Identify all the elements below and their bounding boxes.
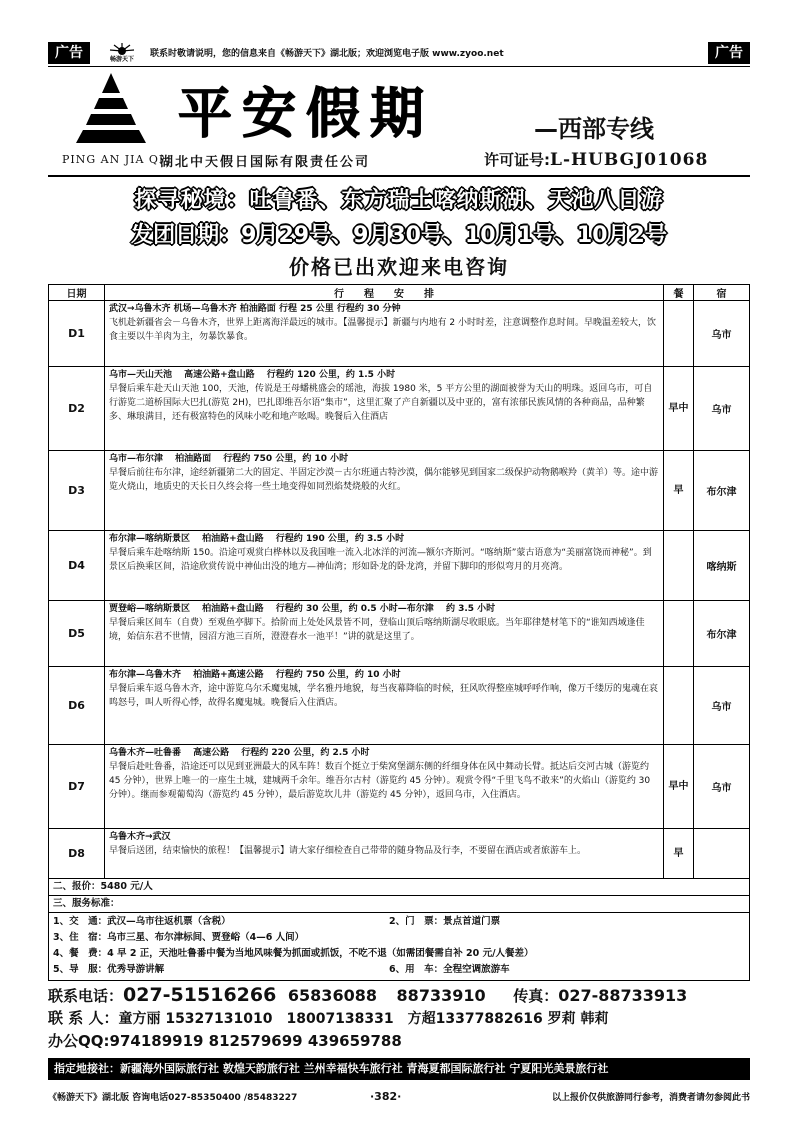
- brand-pinyin: PING AN JIA QI: [62, 153, 165, 166]
- row-route: 布尔津—乌鲁木齐 柏油路+高速公路 行程约 750 公里，约 10 小时: [109, 670, 401, 680]
- row-stay: [694, 829, 750, 879]
- row-route: 乌市—布尔津 柏油路面 行程约 750 公里，约 10 小时: [109, 454, 349, 464]
- brand-header: [48, 67, 750, 177]
- footer-left: 《畅游天下》湖北版 咨询电话027-85350400 /85483227: [48, 1093, 298, 1103]
- table-row: [49, 451, 750, 531]
- service-meals: 4、餐 费：4 早 2 正，天池吐鲁番中餐为当地风味餐为抓面或抓饭，不吃不退（如需团餐需自补 20 元/人餐差）: [53, 948, 534, 959]
- row-route: 乌市—天山天池 高速公路+盘山路 行程约 120 公里，约 1.5 小时: [109, 370, 396, 380]
- table-row: [49, 367, 750, 451]
- publication-logo-text: 畅游天下: [109, 56, 135, 63]
- ad-tag-right: 广告: [708, 42, 750, 64]
- table-row: [49, 667, 750, 745]
- company-name: 湖北中天假日国际有限责任公司: [160, 155, 371, 170]
- price-note: 价格已出欢迎来电咨询: [289, 255, 509, 279]
- row-schedule: [105, 667, 664, 745]
- partner-agencies-bar: 指定地接社：新疆海外国际旅行社 敦煌天韵旅行社 兰州幸福快车旅行社 青海夏都国际旅行社 宁夏阳光美景旅行社: [48, 1058, 750, 1080]
- reader-notice: 联系时敬请说明，您的信息来自《畅游天下》湖北版；欢迎浏览电子版 www.zyoo.net: [150, 49, 504, 59]
- row-stay: 乌市: [694, 367, 750, 451]
- services-row: [53, 914, 745, 930]
- ad-tag-left: 广告: [48, 42, 90, 64]
- license: [484, 149, 708, 170]
- row-schedule: [105, 531, 664, 601]
- row-route: 乌鲁木齐→武汉: [109, 832, 171, 842]
- row-day: D6: [49, 667, 105, 745]
- departure-dates: 发团日期：9月29号、9月30号、10月1号、10月2号: [131, 223, 667, 248]
- row-schedule: [105, 745, 664, 829]
- phone-3: 88733910: [396, 986, 486, 1005]
- row-stay: 乌市: [694, 301, 750, 367]
- row-meal: [664, 531, 694, 601]
- service-guide: 5、导 服：优秀导游讲解: [53, 964, 165, 975]
- row-meal: [664, 301, 694, 367]
- row-route: 乌鲁木齐—吐鲁番 高速公路 行程约 220 公里，约 2.5 小时: [109, 748, 370, 758]
- phone-2: 65836088: [287, 986, 377, 1005]
- row-route: 武汉→乌鲁木齐 机场—乌鲁木齐 柏油路面 行程 25 公里 行程约 30 分钟: [109, 304, 401, 314]
- table-row: [49, 601, 750, 667]
- row-route: 布尔津—喀纳斯景区 柏油路+盘山路 行程约 190 公里，约 3.5 小时: [109, 534, 405, 544]
- phone-main: 027-51516266: [123, 984, 277, 1006]
- services-list: [49, 913, 749, 980]
- row-description: 飞机赴新疆省会－乌鲁木齐，世界上距离海洋最远的城市。【温馨提示】新疆与内地有 2 小时时差，注意调整作息时间。早晚温差较大，饮食主要以牛羊肉为主，勿暴饮暴食。: [109, 318, 656, 342]
- price-and-services: [48, 879, 750, 981]
- license-label: 许可证号:: [484, 151, 550, 169]
- service-tickets: 2、门 票：景点首道门票: [389, 916, 501, 927]
- qq-line: [48, 1030, 750, 1052]
- header-stay: 宿: [694, 285, 750, 301]
- row-description: 早餐后前往布尔津，途经新疆第二大的固定、半固定沙漠－古尔班通古特沙漠，偶尔能够见到国家二级保护动物鹅喉羚（黄羊）等。途中游览火烧山，地质史的天长日久终会将一些土地变得如同烈焰焚烧般的火红。: [109, 468, 659, 492]
- table-row: [49, 745, 750, 829]
- price-line: 二、报价：5480 元/人: [49, 879, 749, 896]
- footer-disclaimer: 以上报价仅供旅游同行参考，消费者请勿参阅此书: [551, 1093, 750, 1103]
- row-day: D1: [49, 301, 105, 367]
- phone-line: [48, 985, 750, 1007]
- row-meal: 早: [664, 451, 694, 531]
- row-schedule: [105, 367, 664, 451]
- row-meal: 早中: [664, 367, 694, 451]
- row-day: D8: [49, 829, 105, 879]
- service-lodging: 3、住 宿：乌市三星、布尔津标间、贾登峪（4—6 人间）: [53, 932, 305, 943]
- page-footer: [48, 1090, 750, 1104]
- row-description: 早餐后赴吐鲁番，沿途还可以见到亚洲最大的风车阵！数百个挺立于柴窝堡湖东侧的纤细身体在风中舞动长臂。抵达后交河古城（游览约 45 分钟），世界上唯一的一座生土城，建城两千余年。维吾尔古村（游览约 45 分钟）。观赏令得“千里飞鸟不敢来”的火焰山（游览约 30 分钟）。继而参观葡萄沟（游览约 45 分钟），最后游览坎儿井（游览约 45 分钟），返回乌市，入住酒店。: [109, 762, 651, 800]
- fax-label: 传真：: [513, 987, 559, 1005]
- pyramid-logo-icon: [70, 71, 152, 147]
- tour-headline: 探寻秘境：吐鲁番、东方瑞士喀纳斯湖、天池八日游: [134, 188, 664, 213]
- row-stay: 乌市: [694, 667, 750, 745]
- row-stay: 乌市: [694, 745, 750, 829]
- header-meal: 餐: [664, 285, 694, 301]
- row-day: D3: [49, 451, 105, 531]
- table-row: [49, 301, 750, 367]
- contact-block: [48, 985, 750, 1052]
- row-meal: [664, 601, 694, 667]
- row-schedule: [105, 601, 664, 667]
- fax-number: 027-88733913: [558, 986, 688, 1005]
- row-stay: 布尔津: [694, 451, 750, 531]
- services-row: [53, 930, 745, 946]
- license-number: L-HUBGJ01068: [550, 150, 709, 170]
- row-day: D7: [49, 745, 105, 829]
- service-traffic: 1、交 通：武汉—乌市往返机票（含税）: [53, 916, 231, 927]
- row-description: 早餐后送团，结束愉快的旅程！【温馨提示】请大家仔细检查自己带带的随身物品及行李，不要留在酒店或者旅游车上。: [109, 846, 587, 856]
- page-number: ·382·: [370, 1090, 402, 1103]
- page: [48, 40, 750, 1115]
- brand-subtitle: —西部专线: [534, 115, 654, 143]
- table-row: [49, 531, 750, 601]
- row-description: 早餐后乘车赴喀纳斯 150。沿途可观赏白桦林以及我国唯一流入北冰洋的河流—额尔齐斯河。“喀纳斯”蒙古语意为“美丽富饶而神秘”。到景区后换乘区间，沿途欣赏传说中神仙出没的地方—神仙湾；形如卧龙的卧龙湾，并留下脚印的形似弯月的月亮湾。: [109, 548, 652, 572]
- row-schedule: [105, 301, 664, 367]
- row-description: 早餐后乘车返乌鲁木齐，途中游览乌尔禾魔鬼城，学名雅丹地貌，每当夜幕降临的时候，狂风吹得整座城呼呼作响，像万千缕厉的鬼魂在哀鸣怒号，叫人听得心悸，故得名魔鬼城。晚餐后入住酒店。: [109, 684, 659, 708]
- row-day: D5: [49, 601, 105, 667]
- itinerary-table: [48, 284, 750, 879]
- row-day: D4: [49, 531, 105, 601]
- brand-title: 平安假期: [178, 81, 434, 145]
- phone-label: 联系电话：: [48, 987, 124, 1005]
- services-row: [53, 962, 745, 978]
- services-title: 三、服务标准：: [49, 896, 749, 913]
- row-stay: 喀纳斯: [694, 531, 750, 601]
- contact-persons: 童方丽 15327131010 18007138331 方超13377882616 罗莉 韩莉: [118, 1011, 609, 1027]
- row-stay: 布尔津: [694, 601, 750, 667]
- header-day: 日期: [49, 285, 105, 301]
- publication-logo-icon: [100, 41, 144, 63]
- top-bar: [48, 40, 750, 67]
- row-route: 贾登峪—喀纳斯景区 柏油路+盘山路 行程约 30 公里，约 0.5 小时—布尔津 约 3.5 小时: [109, 604, 496, 614]
- service-vehicle: 6、用 车：全程空调旅游车: [389, 964, 510, 975]
- qq-numbers: 974189919 812579699 439659788: [109, 1032, 402, 1050]
- qq-label: 办公QQ:: [48, 1032, 110, 1050]
- row-meal: 早: [664, 829, 694, 879]
- header-schedule: 行 程 安 排: [105, 285, 664, 301]
- row-day: D2: [49, 367, 105, 451]
- person-line: [48, 1007, 750, 1030]
- person-label: 联 系 人：: [48, 1009, 119, 1027]
- table-header-row: [49, 285, 750, 301]
- table-row: [49, 829, 750, 879]
- row-description: 早餐后乘区间车（自费）至观鱼亭脚下。拾阶而上处处风景皆不同，登临山顶后喀纳斯湖尽收眼底。当年耶律楚材笔下的“谁知西域逢佳境，始信东君不世情，园沼方池三百所，澄澄春水一池平！”讲的就是这里了。: [109, 618, 645, 642]
- row-schedule: [105, 829, 664, 879]
- services-row: [53, 946, 745, 962]
- row-schedule: [105, 451, 664, 531]
- row-meal: 早中: [664, 745, 694, 829]
- row-description: 早餐后乘车赴天山天池 100，天池，传说是王母蟠桃盛会的瑶池，海拔 1980 米，5 平方公里的湖面被誉为天山的明珠。返回乌市，可自行游览二道桥国际大巴扎(游览 2H)，巴扎即维吾尔语“集市”，这里汇聚了产自新疆以及中亚的，富有浓郁民族风情的各种商品，品种繁多、琳琅满目，还有极富特色的风味小吃和地产吆喝。晚餐后入住酒店: [109, 384, 653, 422]
- row-meal: [664, 667, 694, 745]
